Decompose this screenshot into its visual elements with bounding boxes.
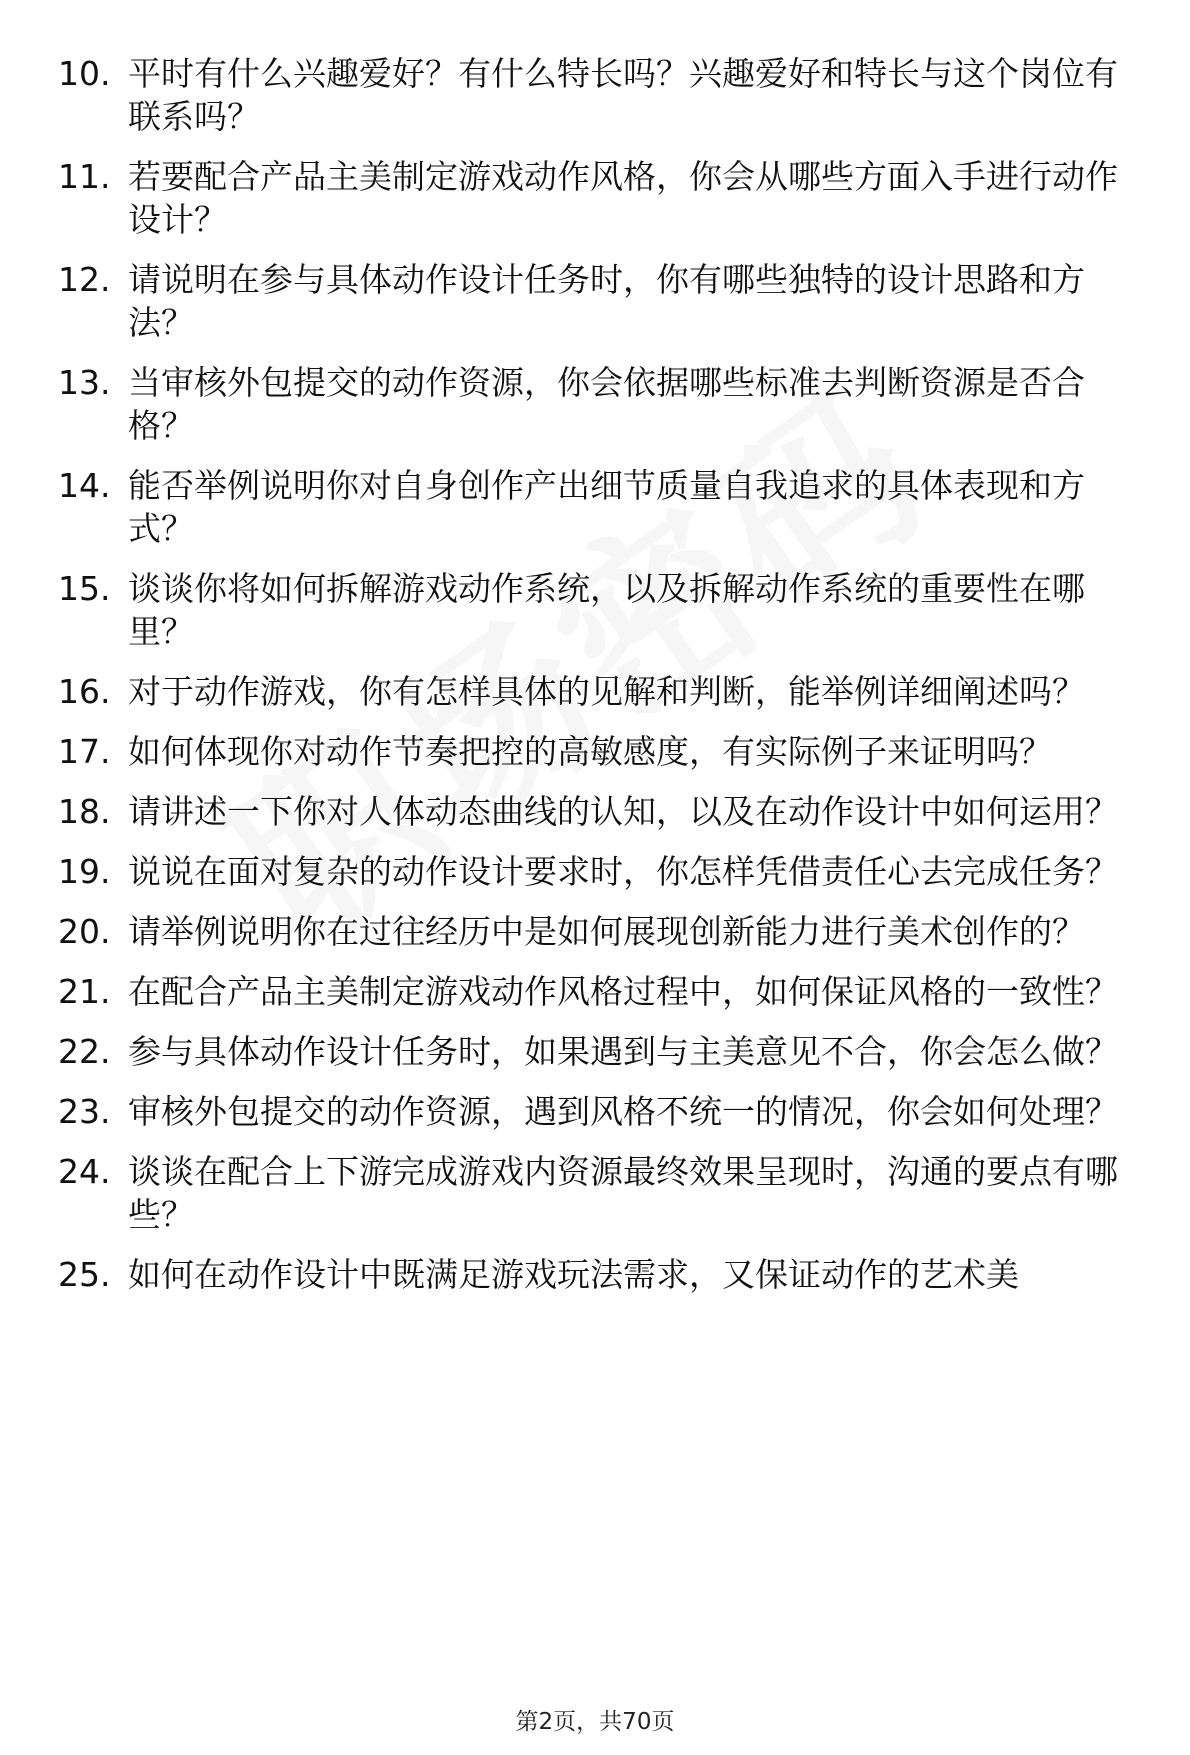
question-number: 16. — [58, 672, 111, 711]
question-item — [0, 1150, 1190, 1236]
question-item — [0, 790, 1190, 833]
question-number: 24. — [58, 1152, 111, 1191]
question-item — [0, 970, 1190, 1013]
question-number: 13. — [58, 363, 111, 402]
question-number: 21. — [58, 972, 111, 1011]
question-number: 10. — [58, 54, 111, 93]
question-text: 若要配合产品主美制定游戏动作风格，你会从哪些方面入手进行动作设计？ — [128, 157, 1118, 239]
question-item — [0, 361, 1190, 447]
question-text: 说说在面对复杂的动作设计要求时，你怎样凭借责任心去完成任务？ — [128, 852, 1118, 891]
question-text: 谈谈在配合上下游完成游戏内资源最终效果呈现时，沟通的要点有哪些？ — [128, 1152, 1118, 1234]
question-number: 18. — [58, 792, 111, 831]
question-item — [0, 464, 1190, 550]
question-number: 25. — [58, 1255, 111, 1294]
question-item — [0, 155, 1190, 241]
question-text: 请举例说明你在过往经历中是如何展现创新能力进行美术创作的？ — [128, 912, 1085, 951]
question-item — [0, 670, 1190, 713]
question-number: 11. — [58, 157, 111, 196]
question-item — [0, 1253, 1190, 1296]
question-number: 12. — [58, 260, 111, 299]
question-text: 请说明在参与具体动作设计任务时，你有哪些独特的设计思路和方法？ — [128, 260, 1085, 342]
question-number: 22. — [58, 1032, 111, 1071]
question-item — [0, 850, 1190, 893]
question-number: 19. — [58, 852, 111, 891]
question-text: 参与具体动作设计任务时，如果遇到与主美意见不合，你会怎么做？ — [128, 1032, 1118, 1071]
question-item — [0, 1090, 1190, 1133]
question-number: 15. — [58, 569, 111, 608]
question-text: 如何体现你对动作节奏把控的高敏感度，有实际例子来证明吗？ — [128, 732, 1052, 771]
question-text: 谈谈你将如何拆解游戏动作系统，以及拆解动作系统的重要性在哪里？ — [128, 569, 1085, 651]
question-item — [0, 258, 1190, 344]
page-footer: 第2页，共70页 — [515, 1709, 675, 1735]
question-text: 在配合产品主美制定游戏动作风格过程中，如何保证风格的一致性？ — [128, 972, 1118, 1011]
question-item — [0, 730, 1190, 773]
question-list — [0, 52, 1190, 1313]
question-number: 23. — [58, 1092, 111, 1131]
question-text: 能否举例说明你对自身创作产出细节质量自我追求的具体表现和方式？ — [128, 466, 1085, 548]
question-text: 如何在动作设计中既满足游戏玩法需求，又保证动作的艺术美 — [128, 1255, 1019, 1294]
question-text: 请讲述一下你对人体动态曲线的认知，以及在动作设计中如何运用？ — [128, 792, 1118, 831]
question-text: 平时有什么兴趣爱好？有什么特长吗？兴趣爱好和特长与这个岗位有联系吗？ — [128, 54, 1118, 136]
question-item — [0, 1030, 1190, 1073]
question-number: 17. — [58, 732, 111, 771]
question-item — [0, 52, 1190, 138]
question-text: 审核外包提交的动作资源，遇到风格不统一的情况，你会如何处理？ — [128, 1092, 1118, 1131]
question-item — [0, 910, 1190, 953]
question-item — [0, 567, 1190, 653]
question-text: 当审核外包提交的动作资源，你会依据哪些标准去判断资源是否合格？ — [128, 363, 1085, 445]
question-number: 14. — [58, 466, 111, 505]
question-text: 对于动作游戏，你有怎样具体的见解和判断，能举例详细阐述吗？ — [128, 672, 1085, 711]
question-number: 20. — [58, 912, 111, 951]
